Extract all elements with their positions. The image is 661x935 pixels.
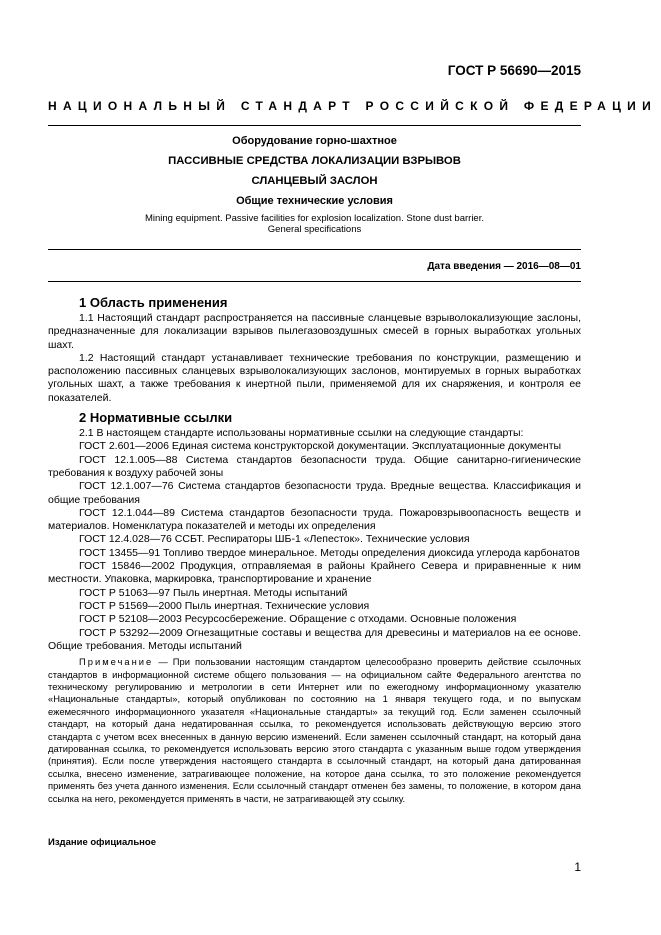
edition-label: Издание официальное [48, 837, 156, 848]
effective-date: Дата введения — 2016—08—01 [427, 261, 581, 272]
note-text: — При пользовании настоящим стандартом целесообразно проверить действие ссылочных стандартов в информационной системе общего пользования — на официальном сайте Федерального агентства по техническому регулированию и метрологии в сети Интернет или по ежегодному информационному указателю «Национальные стандарты», который опубликован по состоянию на 1 января текущего года, и по выпускам ежемесячного информационного указателя «Национальные стандарты» за текущий год. Если заменен ссылочный стандарт, на который дана недатированная ссылка, то рекомендуется использовать действующую версию этого стандарта с учетом всех внесенных в данную версию изменений. Если заменен ссылочный стандарт, на который дана датированная ссылка, то рекомендуется использовать версию этого стандарта с указанным выше годом утверждения (принятия). Если после утверждения настоящего стандарта в ссылочный стандарт, на который дана датированная ссылка, внесено изменение, затрагивающее положение, на которое дана ссылка, то это положение рекомендуется применять без учета данного изменения. Если ссылочный стандарт отменен без замены, то положение, в котором дана ссылка на него, рекомендуется применять в части, не затрагивающей эту ссылку. [48, 656, 581, 804]
reference-item: ГОСТ Р 53292—2009 Огнезащитные составы и вещества для древесины и материалов на ее основе. Общие требования. Методы испытаний [48, 626, 581, 652]
reference-item: ГОСТ 12.1.044—89 Система стандартов безопасности труда. Пожаровзрывоопасность веществ и материалов. Номенклатура показателей и методы их определения [48, 506, 581, 533]
reference-item: ГОСТ Р 51569—2000 Пыль инертная. Технические условия [79, 599, 370, 612]
section-heading: 2 Нормативные ссылки [79, 410, 233, 426]
paragraph: 2.1 В настоящем стандарте использованы нормативные ссылки на следующие стандарты: [79, 427, 524, 440]
title-category: Оборудование горно-шахтное [232, 135, 397, 147]
reference-item: ГОСТ 12.1.005—88 Система стандартов безопасности труда. Общие санитарно-гигиенические требования к воздуху рабочей зоны [48, 453, 581, 479]
note-label: Примечание [79, 656, 154, 668]
paragraph: 1.2 Настоящий стандарт устанавливает технические требования по конструкции, размещению и расположению пассивных сланцевых взрыволокализующих заслонов, монтируемых в горных выработках угольных шахт, а также требования к инертной пыли, применяемой для их снаряжения, и контроля ее показателей. [48, 351, 581, 404]
header-divider [48, 125, 581, 126]
title-main: ПАССИВНЫЕ СРЕДСТВА ЛОКАЛИЗАЦИИ ВЗРЫВОВ [168, 155, 461, 167]
paragraph: 1.1 Настоящий стандарт распространяется на пассивные сланцевые взрыволокализующие заслоны, предназначенные для локализации взрывов пылегазовоздушных смесей в горных выработках угольных шахт. [48, 312, 581, 351]
title-divider [48, 249, 581, 250]
section-heading: 1 Область применения [79, 295, 228, 310]
reference-item: ГОСТ 2.601—2006 Единая система конструкторской документации. Эксплуатационные документы [79, 440, 562, 453]
document-code: ГОСТ Р 56690—2015 [447, 63, 581, 78]
reference-item: ГОСТ 12.4.028—76 ССБТ. Респираторы ШБ-1 «Лепесток». Технические условия [79, 533, 470, 546]
date-divider [48, 281, 581, 282]
title-english-line1: Mining equipment. Passive facilities for explosion localization. Stone dust barrier. [144, 213, 484, 224]
reference-item: ГОСТ Р 51063—97 Пыль инертная. Методы испытаний [79, 586, 348, 599]
reference-item: ГОСТ 15846—2002 Продукция, отправляемая в районы Крайнего Севера и приравненные к ним местности. Упаковка, маркировка, транспортирование и хранение [48, 560, 581, 586]
title-english [48, 213, 581, 235]
note [48, 656, 581, 805]
document-body [48, 294, 581, 805]
national-standard-banner: НАЦИОНАЛЬНЫЙ СТАНДАРТ РОССИЙСКОЙ ФЕДЕРАЦИИ [48, 99, 658, 113]
title-english-line2: General specifications [267, 224, 362, 235]
title-subject: СЛАНЦЕВЫЙ ЗАСЛОН [251, 175, 378, 187]
title-general: Общие технические условия [236, 195, 393, 207]
reference-item: ГОСТ 12.1.007—76 Система стандартов безопасности труда. Вредные вещества. Классификация и общие требования [48, 480, 581, 506]
reference-item: ГОСТ Р 52108—2003 Ресурсосбережение. Обращение с отходами. Основные положения [79, 613, 517, 626]
reference-item: ГОСТ 13455—91 Топливо твердое минеральное. Методы определения диоксида углерода карбонатов [79, 546, 580, 559]
page-number: 1 [574, 860, 581, 874]
